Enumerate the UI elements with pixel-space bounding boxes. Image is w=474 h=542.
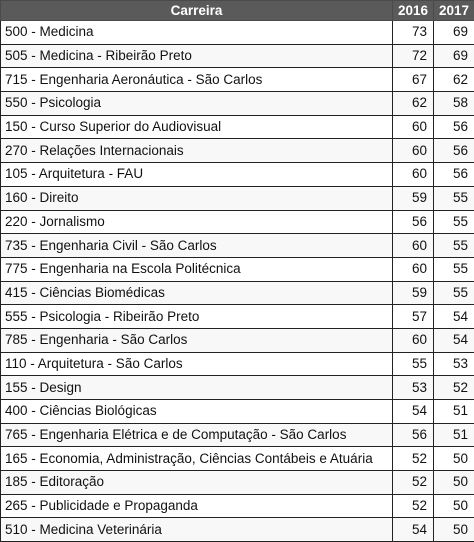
table-row xyxy=(1,447,474,471)
score-2016-cell: 56 xyxy=(393,210,434,234)
score-2016-cell: 72 xyxy=(393,44,434,68)
table-row xyxy=(1,376,474,400)
score-2016-cell: 60 xyxy=(393,328,434,352)
table-row xyxy=(1,44,474,68)
score-2017-cell: 62 xyxy=(434,68,474,92)
header-career: Carreira xyxy=(1,1,393,21)
score-2017-cell: 55 xyxy=(434,257,474,281)
score-2016-cell: 56 xyxy=(393,423,434,447)
career-cell: 715 - Engenharia Aeronáutica - São Carlos xyxy=(1,68,393,92)
score-2017-cell: 50 xyxy=(434,494,474,518)
career-cell: 185 - Editoração xyxy=(1,471,393,495)
score-2016-cell: 73 xyxy=(393,21,434,45)
career-cell: 775 - Engenharia na Escola Politécnica xyxy=(1,257,393,281)
table-row xyxy=(1,281,474,305)
table-row xyxy=(1,494,474,518)
score-2016-cell: 59 xyxy=(393,186,434,210)
career-cell: 505 - Medicina - Ribeirão Preto xyxy=(1,44,393,68)
career-cell: 735 - Engenharia Civil - São Carlos xyxy=(1,234,393,258)
career-cell: 555 - Psicologia - Ribeirão Preto xyxy=(1,305,393,329)
score-2016-cell: 60 xyxy=(393,139,434,163)
score-2016-cell: 54 xyxy=(393,518,434,542)
score-2017-cell: 53 xyxy=(434,352,474,376)
score-2017-cell: 51 xyxy=(434,423,474,447)
score-2017-cell: 58 xyxy=(434,92,474,116)
career-cell: 765 - Engenharia Elétrica e de Computação - São Carlos xyxy=(1,423,393,447)
career-cell: 105 - Arquitetura - FAU xyxy=(1,163,393,187)
table-body xyxy=(1,21,474,542)
score-2016-cell: 55 xyxy=(393,352,434,376)
career-cell: 785 - Engenharia - São Carlos xyxy=(1,328,393,352)
score-2017-cell: 69 xyxy=(434,21,474,45)
score-2017-cell: 56 xyxy=(434,163,474,187)
score-2016-cell: 52 xyxy=(393,471,434,495)
header-row xyxy=(1,1,474,21)
career-cell: 265 - Publicidade e Propaganda xyxy=(1,494,393,518)
score-2017-cell: 55 xyxy=(434,234,474,258)
table-row xyxy=(1,423,474,447)
score-2017-cell: 56 xyxy=(434,139,474,163)
score-2016-cell: 53 xyxy=(393,376,434,400)
career-cell: 415 - Ciências Biomédicas xyxy=(1,281,393,305)
score-2017-cell: 55 xyxy=(434,186,474,210)
table-row xyxy=(1,257,474,281)
score-2017-cell: 55 xyxy=(434,281,474,305)
career-cell: 500 - Medicina xyxy=(1,21,393,45)
score-2017-cell: 54 xyxy=(434,305,474,329)
table-row xyxy=(1,92,474,116)
score-2016-cell: 59 xyxy=(393,281,434,305)
score-2016-cell: 52 xyxy=(393,447,434,471)
table-row xyxy=(1,305,474,329)
table-row xyxy=(1,115,474,139)
score-2017-cell: 50 xyxy=(434,447,474,471)
table-header xyxy=(1,1,474,21)
career-cell: 110 - Arquitetura - São Carlos xyxy=(1,352,393,376)
career-cell: 510 - Medicina Veterinária xyxy=(1,518,393,542)
table-row xyxy=(1,210,474,234)
score-2017-cell: 54 xyxy=(434,328,474,352)
career-cell: 155 - Design xyxy=(1,376,393,400)
score-2017-cell: 69 xyxy=(434,44,474,68)
score-2016-cell: 54 xyxy=(393,400,434,424)
table-row xyxy=(1,163,474,187)
table-row xyxy=(1,139,474,163)
score-2016-cell: 60 xyxy=(393,115,434,139)
header-year-2017: 2017 xyxy=(434,1,474,21)
score-2016-cell: 60 xyxy=(393,163,434,187)
table-row xyxy=(1,68,474,92)
score-2016-cell: 60 xyxy=(393,234,434,258)
table-row xyxy=(1,471,474,495)
table-row xyxy=(1,186,474,210)
table-row xyxy=(1,328,474,352)
score-2017-cell: 50 xyxy=(434,518,474,542)
score-2017-cell: 56 xyxy=(434,115,474,139)
score-2016-cell: 52 xyxy=(393,494,434,518)
score-2017-cell: 52 xyxy=(434,376,474,400)
table-row xyxy=(1,518,474,542)
career-cell: 150 - Curso Superior do Audiovisual xyxy=(1,115,393,139)
table-row xyxy=(1,234,474,258)
career-cell: 270 - Relações Internacionais xyxy=(1,139,393,163)
score-2017-cell: 50 xyxy=(434,471,474,495)
career-cell: 400 - Ciências Biológicas xyxy=(1,400,393,424)
score-2016-cell: 62 xyxy=(393,92,434,116)
score-2016-cell: 60 xyxy=(393,257,434,281)
score-2017-cell: 51 xyxy=(434,400,474,424)
career-cell: 220 - Jornalismo xyxy=(1,210,393,234)
career-cell: 160 - Direito xyxy=(1,186,393,210)
score-2016-cell: 67 xyxy=(393,68,434,92)
table-row xyxy=(1,400,474,424)
table-row xyxy=(1,352,474,376)
career-cell: 550 - Psicologia xyxy=(1,92,393,116)
header-year-2016: 2016 xyxy=(393,1,434,21)
table-row xyxy=(1,21,474,45)
career-cell: 165 - Economia, Administração, Ciências Contábeis e Atuária xyxy=(1,447,393,471)
score-2016-cell: 57 xyxy=(393,305,434,329)
score-2017-cell: 55 xyxy=(434,210,474,234)
